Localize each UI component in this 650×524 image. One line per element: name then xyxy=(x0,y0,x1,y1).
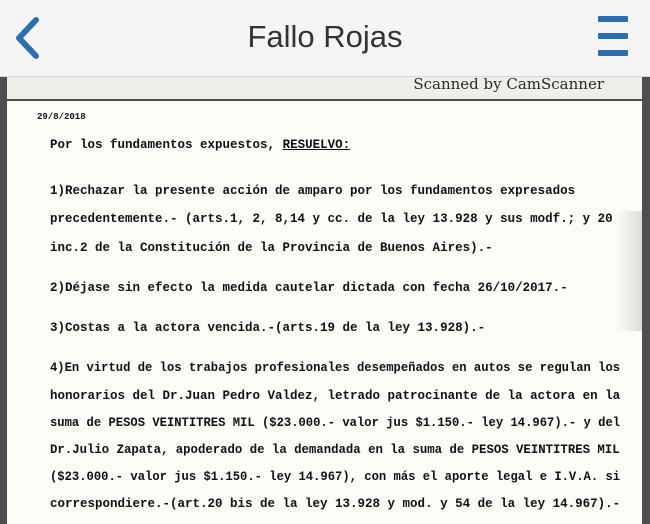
menu-button[interactable] xyxy=(598,16,630,58)
paragraph-line: correspondiere.-(art.20 bis de la ley 13.928 y mod. y 54 de la ley 14.967).- xyxy=(50,497,621,511)
paragraph-line: ($23.000.- valor jus $1.150.- ley 14.967), con más el aporte legal e I.V.A. si xyxy=(50,470,621,484)
paragraph-line: precedentemente.- (arts.1, 2, 8,14 y cc. de la ley 13.928 y sus modf.; y 20 xyxy=(50,212,613,226)
paragraph-line: suma de PESOS VEINTITRES MIL ($23.000.- valor jus $1.150.- ley 14.967).- y del xyxy=(50,416,621,430)
document-page xyxy=(7,101,642,524)
hamburger-menu-icon xyxy=(598,50,628,56)
document-viewer[interactable] xyxy=(0,77,650,524)
document-date: 29/8/2018 xyxy=(37,112,86,122)
intro-line xyxy=(50,138,350,152)
paragraph-line: Dr.Julio Zapata, apoderado de la demandada en la suma de PESOS VEINTITRES MIL xyxy=(50,443,620,457)
scanner-watermark: Scanned by CamScanner xyxy=(413,75,604,93)
intro-text: Por los fundamentos expuestos, xyxy=(50,138,276,152)
app-bar xyxy=(0,0,650,77)
paragraph-line: inc.2 de la Constitución de la Provincia de Buenos Aires).- xyxy=(50,241,493,255)
page-title: Fallo Rojas xyxy=(247,19,403,54)
scan-shadow xyxy=(618,211,642,331)
hamburger-menu-icon xyxy=(598,16,628,22)
hamburger-menu-icon xyxy=(598,33,628,39)
paragraph-line: 1)Rechazar la presente acción de amparo por los fundamentos expresados xyxy=(50,184,576,198)
paragraph-line: 3)Costas a la actora vencida.-(arts.19 de la ley 13.928).- xyxy=(50,321,486,335)
paragraph-line: 2)Déjase sin efecto la medida cautelar dictada con fecha 26/10/2017.- xyxy=(50,281,568,295)
paragraph-line: 4)En virtud de los trabajos profesionales desempeñados en autos se regulan los xyxy=(50,361,621,375)
resuelvo-heading: RESUELVO: xyxy=(282,138,351,152)
previous-page-bottom xyxy=(7,77,642,99)
paragraph-line: honorarios del Dr.Juan Pedro Valdez, letrado patrocinante de la actora en la xyxy=(50,389,621,403)
